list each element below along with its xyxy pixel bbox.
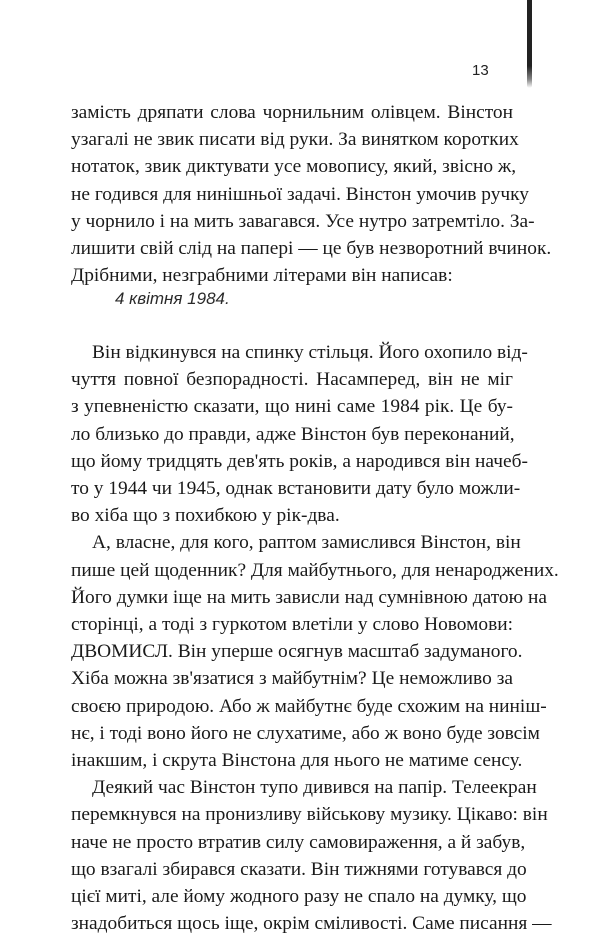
text-line: нотаток, звик диктувати усе мовопису, який, звісно ж, (71, 156, 517, 178)
diary-entry-date: 4 квітня 1984. (115, 289, 230, 308)
text-line: не годився для нинішньої задачі. Вінстон умочив ручку (71, 183, 530, 205)
text-line: ло близько до правди, адже Вінстон був переконаний, (71, 423, 515, 445)
text-line: знадобиться щось іще, окрім сміливості. Саме писання — (71, 913, 552, 935)
text-line: у чорнило і на мить завагався. Усе нутро затремтіло. За- (71, 210, 535, 232)
text-line: сторінці, а тоді з гуркотом влетіли у слово Новомови: (71, 614, 513, 636)
text-line: Він відкинувся на спинку стільця. Його охопило від- (92, 342, 528, 363)
text-line: з упевненістю сказати, що нині саме 1984 рік. Це бу- (71, 396, 513, 418)
text-line: Його думки іще на мить зависли над сумнівною датою на (71, 586, 547, 608)
text-line: своєю природою. Або ж майбутнє буде схожим на нинiш- (71, 695, 547, 717)
text-line: чуття повної безпорадності. Насамперед, він не міг (71, 369, 513, 391)
text-line: інакшим, і скрута Вінстона для нього не матиме сенсу. (71, 750, 523, 772)
text-line: цієї миті, але йому жодного разу не спало на думку, що (71, 886, 527, 908)
text-line: наче не просто втратив силу самовираження, а й забув, (71, 831, 526, 853)
text-line: пише цей щоденник? Для майбутнього, для ненароджених. (71, 559, 559, 581)
text-line: Деякий час Вінстон тупо дивився на папір. Телеекран (92, 777, 537, 799)
text-line: замість дряпати слова чорнильним олівцем. Вінстон (71, 102, 513, 123)
text-line: що йому тридцять дев'ять років, а народився він начеб- (71, 450, 528, 472)
text-line: перемкнувся на пронизливу військову музику. Цікаво: він (71, 804, 548, 826)
body-text (71, 339, 559, 937)
text-line: узагалі не звик писати від руки. За винятком коротких (71, 129, 519, 151)
text-line: ДВОМИСЛ. Він уперше осягнув масштаб задуманого. (71, 641, 523, 663)
text-line: А, власне, для кого, раптом замислився Вінстон, він (92, 532, 521, 554)
text-line: Дрібними, незграбними літерами він написав: (71, 265, 453, 287)
text-line: то у 1944 чи 1945, однак встановити дату було можли- (71, 478, 521, 500)
text-line: що взагалі збирався сказати. Він тижнями готувався до (71, 858, 527, 880)
text-line: лишити свій слід на папері — це був незворотний вчинок. (71, 238, 552, 260)
text-line: Хіба можна зв'язатися з майбутнім? Це неможливо за (71, 668, 513, 690)
text-line: во хіба що з похибкою у рік-два. (71, 505, 340, 527)
paragraph-continuation (71, 99, 552, 289)
page-edge-mark (527, 0, 532, 88)
text-line: нє, і тоді воно його не слухатиме, або ж воно буде зовсім (71, 722, 540, 744)
page-number: 13 (472, 62, 489, 79)
